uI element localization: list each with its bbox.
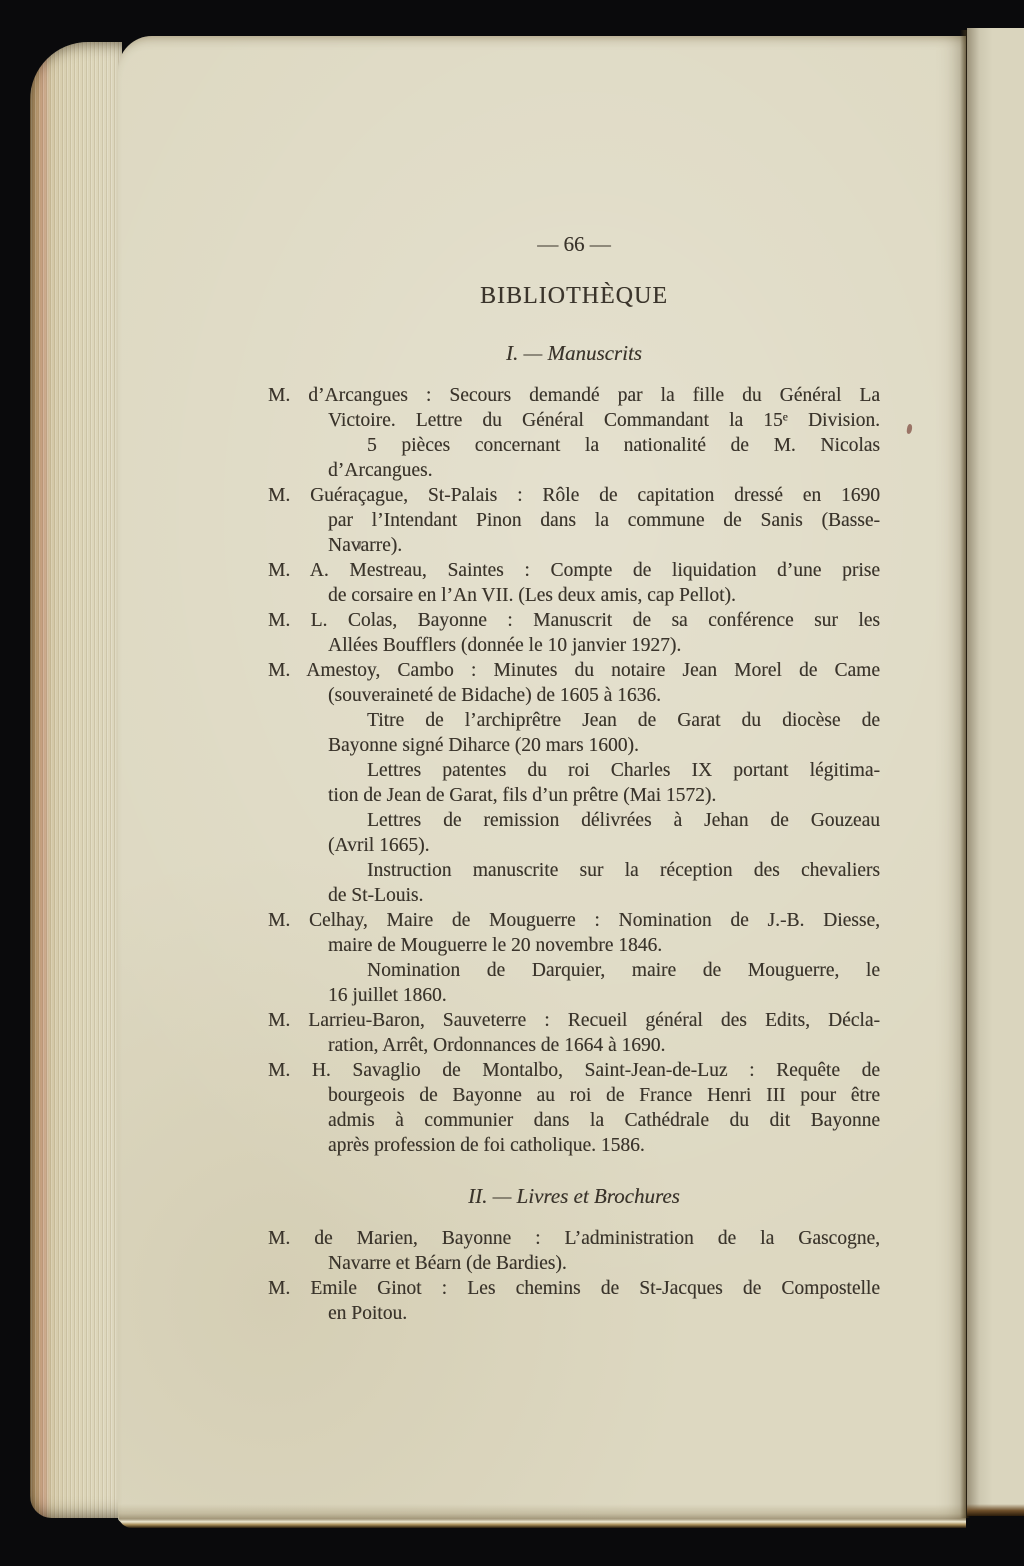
text-line: M. H. Savaglio de Montalbo, Saint-Jean-de-Luz : Requête de [268, 1060, 880, 1081]
section-heading: I. — Manuscrits [506, 341, 642, 365]
paragraph [268, 708, 880, 758]
text-line: Lettres patentes du roi Charles IX portant légitima- [367, 760, 880, 781]
text-line: M. A. Mestreau, Saintes : Compte de liquidation d’une prise [268, 560, 880, 581]
section [268, 341, 880, 1158]
text-line: Titre de l’archiprêtre Jean de Garat du diocèse de [367, 710, 880, 731]
page-content [268, 232, 880, 1326]
text-line: 5 pièces concernant la nationalité de M. Nicolas [367, 435, 880, 456]
text-line: de St-Louis. [328, 885, 424, 906]
paragraph [268, 908, 880, 958]
text-line: d’Arcangues. [328, 460, 433, 481]
paragraph [268, 383, 880, 433]
section [268, 1184, 880, 1326]
paragraph [268, 858, 880, 908]
text-line: de corsaire en l’An VII. (Les deux amis, cap Pellot). [328, 585, 736, 606]
ink-speck [906, 424, 912, 435]
text-line: Instruction manuscrite sur la réception des chevaliers [367, 860, 880, 881]
book-page-edges [30, 42, 122, 1518]
text-line: tion de Jean de Garat, fils d’un prêtre (Mai 1572). [328, 785, 717, 806]
text-line: M. Amestoy, Cambo : Minutes du notaire Jean Morel de Came [268, 660, 880, 681]
text-line: 16 juillet 1860. [328, 985, 447, 1006]
text-line: Navarre). [328, 535, 403, 556]
paragraph [268, 433, 880, 483]
text-line: Victoire. Lettre du Général Commandant la 15ᵉ Division. [328, 410, 880, 431]
text-line: M. Larrieu-Baron, Sauveterre : Recueil général des Edits, Décla- [268, 1010, 880, 1031]
text-line: Lettres de remission délivrées à Jehan de Gouzeau [367, 810, 880, 831]
paragraph [268, 1226, 880, 1276]
text-line: après profession de foi catholique. 1586. [328, 1135, 645, 1156]
section-heading: II. — Livres et Brochures [468, 1184, 680, 1208]
text-line: Allées Boufflers (donnée le 10 janvier 1927). [328, 635, 682, 656]
text-line: M. Emile Ginot : Les chemins de St-Jacques de Compostelle [268, 1278, 880, 1299]
text-line: M. Guéraçague, St-Palais : Rôle de capitation dressé en 1690 [268, 485, 880, 506]
text-line: bourgeois de Bayonne au roi de France Henri III pour être [328, 1085, 880, 1106]
text-line: ration, Arrêt, Ordonnances de 1664 à 1690. [328, 1035, 666, 1056]
text-line: M. L. Colas, Bayonne : Manuscrit de sa conférence sur les [268, 610, 880, 631]
page-number: — 66 — [537, 232, 611, 256]
text-line: admis à communier dans la Cathédrale du dit Bayonne [328, 1110, 880, 1131]
text-line: Nomination de Darquier, maire de Mouguerre, le [367, 960, 880, 981]
text-line: M. de Marien, Bayonne : L’administration de la Gascogne, [268, 1228, 880, 1249]
paragraph [268, 1276, 880, 1326]
paragraph [268, 1058, 880, 1158]
paragraph [268, 1008, 880, 1058]
paragraph [268, 608, 880, 658]
paragraph [268, 558, 880, 608]
text-line: M. Celhay, Maire de Mouguerre : Nomination de J.-B. Diesse, [268, 910, 880, 931]
text-line: (souveraineté de Bidache) de 1605 à 1636. [328, 685, 662, 706]
text-line: en Poitou. [328, 1303, 408, 1324]
paragraph [268, 958, 880, 1008]
paragraph [268, 808, 880, 858]
sections [268, 341, 880, 1326]
text-line: (Avril 1665). [328, 835, 430, 856]
text-line: par l’Intendant Pinon dans la commune de Sanis (Basse- [328, 510, 880, 531]
book-page [118, 36, 966, 1522]
text-line: maire de Mouguerre le 20 novembre 1846. [328, 935, 663, 956]
paragraph [268, 758, 880, 808]
paragraph [268, 483, 880, 558]
text-line: Bayonne signé Diharce (20 mars 1600). [328, 735, 639, 756]
page-title: BIBLIOTHÈQUE [480, 283, 668, 309]
paragraph [268, 658, 880, 708]
adjacent-page [967, 28, 1024, 1514]
text-line: Navarre et Béarn (de Bardies). [328, 1253, 567, 1274]
text-line: M. d’Arcangues : Secours demandé par la fille du Général La [268, 385, 880, 406]
